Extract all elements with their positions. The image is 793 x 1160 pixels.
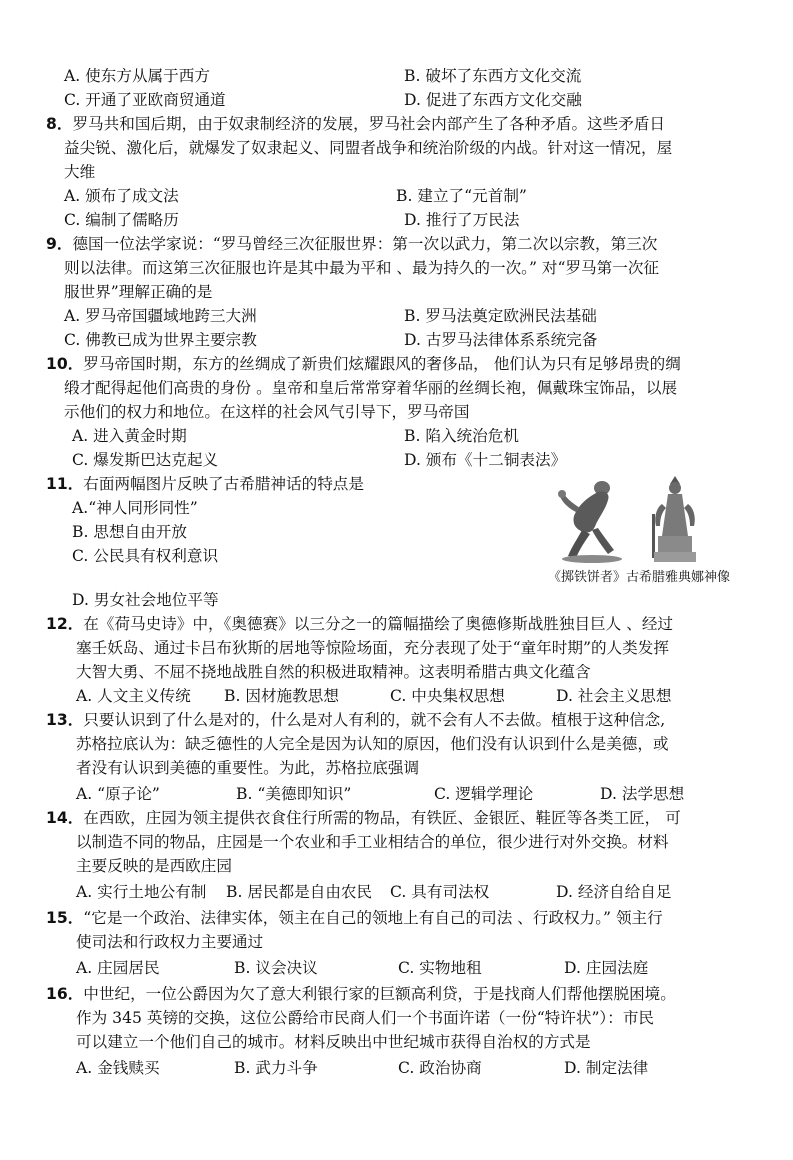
question-text-line: 在西欧，庄园为领主提供衣食住行所需的物品，有铁匠、金银匠、鞋匠等各类工匠， 可 [83, 809, 681, 827]
question-text-line: 则以法律。而这第三次征服也许是其中最为平和 、最为持久的一次。” 对“罗马第一次征 [64, 259, 660, 277]
question-text-line: 苏格拉底认为：缺乏德性的人完全是因为认知的原因，他们没有认识到什么是美德，或 [76, 735, 669, 753]
question-number: 12． [46, 615, 84, 633]
option-b: B. 破坏了东西方文化交流 [404, 67, 582, 85]
option-b: B. 思想自由开放 [72, 523, 187, 541]
option-a: A. 使东方从属于西方 [64, 67, 210, 85]
question-number: 11． [46, 475, 84, 493]
option-a: A. 庄园居民 [76, 959, 160, 977]
option-c: C. 具有司法权 [390, 883, 490, 901]
question-number: 13． [46, 711, 84, 729]
option-c: C. 佛教已成为世界主要宗教 [64, 331, 257, 349]
option-b: B. 建立了“元首制” [396, 187, 527, 205]
question-text-line: 以制造不同的物品，庄园是一个农业和手工业相结合的单位，很少进行对外交换。材料 [76, 833, 669, 851]
option-c: C. 逻辑学理论 [434, 785, 534, 803]
question-text-line: 者没有认识到美德的重要性。为此，苏格拉底强调 [76, 759, 420, 777]
option-b: B. 武力斗争 [234, 1059, 318, 1077]
option-a: A. 进入黄金时期 [72, 427, 187, 445]
question-text-line: 德国一位法学家说：“罗马曾经三次征服世界：第一次以武力，第二次以宗教，第三次 [72, 235, 658, 253]
question-text-line: 罗马共和国后期，由于奴隶制经济的发展，罗马社会内部产生了各种矛盾。这些矛盾日 [72, 115, 666, 133]
question-text-line: 只要认识到了什么是对的，什么是对人有利的，就不会有人不去做。植根于这种信念, [83, 711, 666, 729]
option-b: B. “美德即知识” [236, 785, 352, 803]
discobolus-statue-image [556, 472, 626, 564]
question-number: 16． [46, 985, 84, 1003]
option-b: B. 居民都是自由农民 [226, 883, 373, 901]
option-c: C. 公民具有权利意识 [72, 547, 219, 565]
option-b: B. 因材施教思想 [224, 687, 339, 705]
option-b: B. 罗马法奠定欧洲民法基础 [404, 307, 597, 325]
option-d: D. 经济自给自足 [556, 883, 672, 901]
option-d: D. 法学思想 [600, 785, 685, 803]
question-text-line: 在《荷马史诗》中，《奥德赛》以三分之一的篇幅描绘了奥德修斯战胜独目巨人 、经过 [83, 615, 674, 633]
question-text-line: 中世纪，一位公爵因为欠了意大利银行家的巨额高利贷，于是找商人们帮他摆脱困境。 [83, 985, 676, 1003]
option-d: D. 社会主义思想 [556, 687, 672, 705]
question-text-line: 罗马帝国时期，东方的丝绸成了新贵们炫耀跟风的奢侈品， 他们认为只有足够昂贵的绸 [83, 355, 681, 373]
question-text-line: 作为 345 英镑的交换，这位公爵给市民商人们一个书面许诺（一份“特许状”）：市民 [76, 1009, 655, 1027]
option-c: C. 政治协商 [398, 1059, 482, 1077]
option-d: D. 颁布《十二铜表法》 [404, 451, 567, 469]
option-a: A. 实行土地公有制 [76, 883, 207, 901]
question-number: 9． [46, 235, 73, 253]
option-d: D. 推行了万民法 [404, 211, 520, 229]
question-text-line: 右面两幅图片反映了古希腊神话的特点是 [83, 475, 364, 493]
option-b: B. 议会决议 [234, 959, 318, 977]
option-d: D. 促进了东西方文化交融 [404, 91, 582, 109]
question-number: 8． [46, 115, 73, 133]
question-text-line: 塞壬妖岛、通过卡吕布狄斯的居地等惊险场面，充分表现了处于“童年时期”的人类发挥 [76, 639, 669, 657]
option-d: D. 庄园法庭 [564, 959, 649, 977]
question-text-line: 益尖锐、激化后，就爆发了奴隶起义、同盟者战争和统治阶级的内战。针对这一情况，屋 [64, 139, 673, 157]
option-a: A. 金钱赎买 [76, 1059, 160, 1077]
athena-statue-image [644, 474, 706, 564]
option-d: D. 男女社会地位平等 [72, 591, 219, 609]
question-text-line: 主要反映的是西欧庄园 [76, 857, 232, 875]
question-text-line: 大智大勇、不屈不挠地战胜自然的积极进取精神。这表明希腊古典文化蕴含 [76, 663, 591, 681]
question-text-line: 使司法和行政权力主要通过 [76, 933, 264, 951]
question-text-line: “它是一个政治、法律实体，领主在自己的领地上有自己的司法 、行政权力。” 领主行 [83, 909, 663, 927]
option-b: B. 陷入统治危机 [404, 427, 519, 445]
question-text-line: 可以建立一个他们自己的城市。材料反映出中世纪城市获得自治权的方式是 [76, 1033, 591, 1051]
option-d: D. 古罗马法律体系系统完备 [404, 331, 598, 349]
option-c: C. 爆发斯巴达克起义 [72, 451, 219, 469]
question-number: 15． [46, 909, 84, 927]
option-c: C. 编制了儒略历 [64, 211, 179, 229]
option-a: A. 颁布了成文法 [64, 187, 179, 205]
question-text-line: 示他们的权力和地位。在这样的社会风气引导下，罗马帝国 [64, 403, 470, 421]
option-a: A. 人文主义传统 [76, 687, 191, 705]
option-a: A. 罗马帝国疆域地跨三大洲 [64, 307, 257, 325]
option-a: A.“神人同形同性” [72, 499, 198, 517]
figure-caption: 《掷铁饼者》古希腊雅典娜神像 [548, 570, 731, 585]
question-number: 10． [46, 355, 84, 373]
question-text-line: 大维 [64, 163, 96, 181]
option-c: C. 开通了亚欧商贸通道 [64, 91, 226, 109]
option-c: C. 实物地租 [398, 959, 482, 977]
question-number: 14． [46, 809, 84, 827]
question-text-line: 服世界”理解正确的是 [64, 283, 213, 301]
option-d: D. 制定法律 [564, 1059, 649, 1077]
option-c: C. 中央集权思想 [390, 687, 505, 705]
option-a: A. “原子论” [76, 785, 160, 803]
question-text-line: 缎才配得起他们高贵的身份 。皇帝和皇后常常穿着华丽的丝绸长袍，佩戴珠宝饰品，以展 [64, 379, 678, 397]
